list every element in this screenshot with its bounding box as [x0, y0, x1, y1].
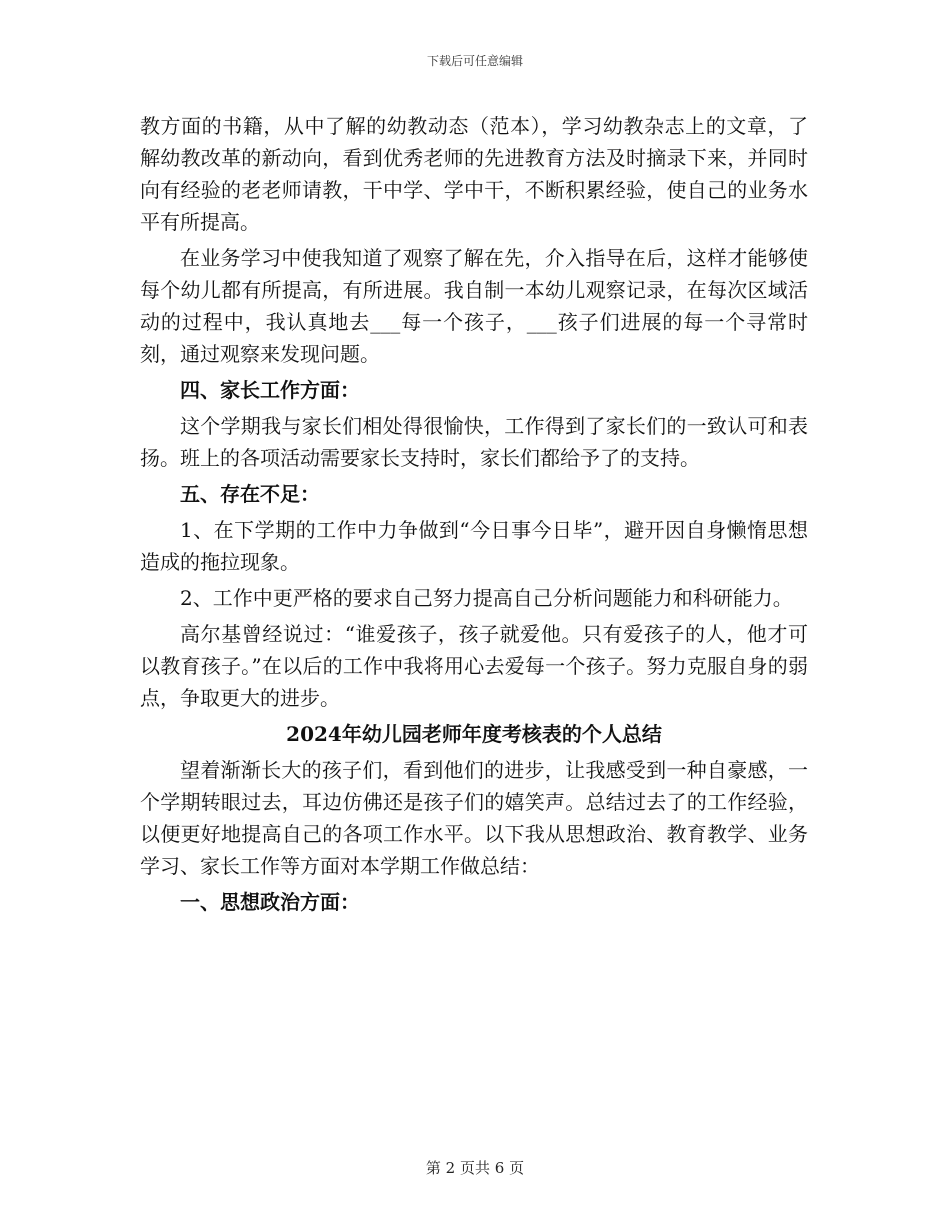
section-heading-1: 一、思想政治方面： [180, 890, 360, 914]
document-body [140, 110, 808, 922]
paragraph-1: 教方面的书籍，从中了解的幼教动态（范本），学习幼教杂志上的文章，了解幼教改革的新动向，看到优秀老师的先进教育方法及时摘录下来，并同时向有经验的老老师请教，干中学、学中干，不断积累经验，使自己的业务水平有所提高。 [140, 114, 808, 234]
list-item-1: 1、在下学期的工作中力争做到“今日事今日毕”，避开因自身懒惰思想造成的拖拉现象。 [140, 518, 808, 574]
page-number: 第 2 页共 6 页 [425, 1159, 525, 1177]
paragraph-4: 望着渐渐长大的孩子们，看到他们的进步，让我感受到一种自豪感，一个学期转眼过去，耳边仿佛还是孩子们的嬉笑声。总结过去了的工作经验，以便更好地提高自己的各项工作水平。以下我从思想政治、教育教学、业务学习、家长工作等方面对本学期工作做总结： [140, 758, 808, 878]
quote-paragraph: 高尔基曾经说过：“谁爱孩子，孩子就爱他。只有爱孩子的人，他才可以教育孩子。”在以后的工作中我将用心去爱每一个孩子。努力克服自身的弱点，争取更大的进步。 [140, 622, 808, 710]
section-heading-5: 五、存在不足： [180, 482, 320, 506]
list-item-2: 2、工作中更严格的要求自己努力提高自己分析问题能力和科研能力。 [180, 586, 793, 610]
paragraph-3: 这个学期我与家长们相处得很愉快，工作得到了家长们的一致认可和表扬。班上的各项活动需要家长支持时，家长们都给予了的支持。 [140, 414, 808, 470]
paragraph-2: 在业务学习中使我知道了观察了解在先，介入指导在后，这样才能够使每个幼儿都有所提高，有所进展。我自制一本幼儿观察记录，在每次区域活动的过程中，我认真地去___每一个孩子，___孩子们进展的每一个寻常时刻，通过观察来发现问题。 [140, 246, 808, 366]
document-title: 2024年幼儿园老师年度考核表的个人总结 [286, 722, 662, 746]
section-heading-4: 四、家长工作方面： [180, 378, 360, 402]
page-header: 下载后可任意编辑 [426, 54, 523, 68]
